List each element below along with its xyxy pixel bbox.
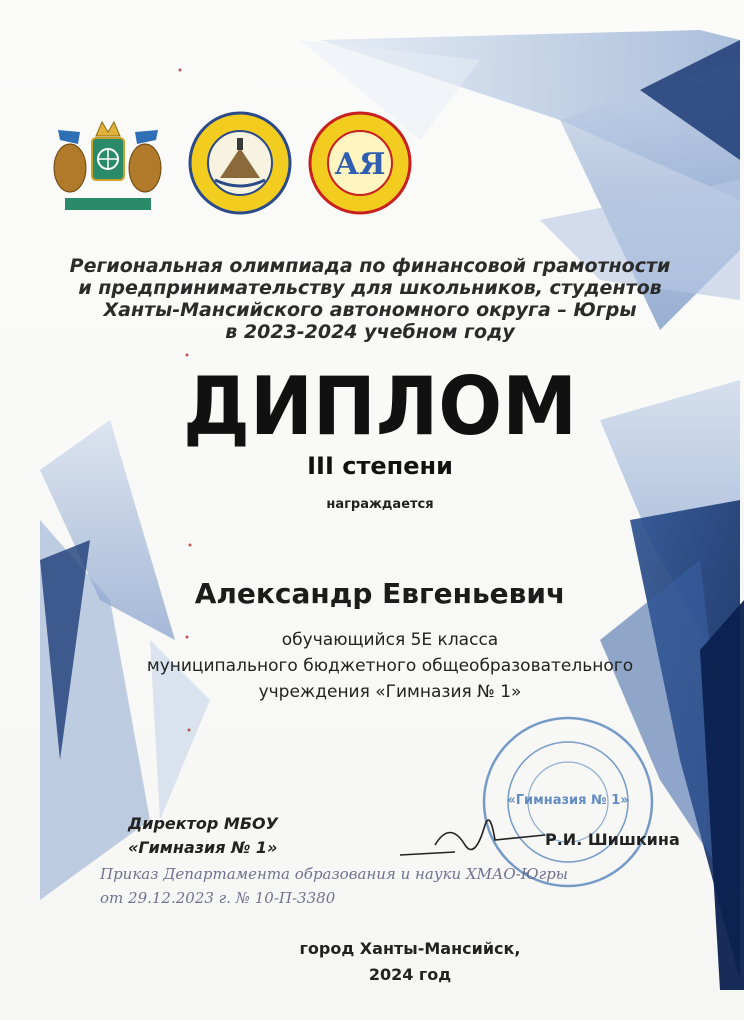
- gymnasium-logo-icon: [305, 108, 415, 218]
- director-title: [128, 812, 368, 860]
- event-line-4: в 2023-2024 учебном году: [225, 321, 515, 343]
- event-description: [60, 255, 680, 343]
- diploma-degree: III степени: [307, 452, 453, 480]
- handwritten-line-1: Приказ Департамента образования и науки ХМАО-Югры: [100, 865, 569, 883]
- issue-year: 2024 год: [368, 965, 452, 984]
- issue-place-date: [260, 936, 560, 988]
- description-line-3: учреждения «Гимназия № 1»: [258, 682, 522, 702]
- university-seal-icon: [185, 108, 295, 218]
- director-signature: [395, 800, 555, 870]
- description-line-2: муниципального бюджетного общеобразовательного: [146, 656, 634, 676]
- event-line-3: Ханты-Мансийского автономного округа – Югры: [103, 299, 637, 321]
- handwritten-order-note: [100, 862, 700, 910]
- gymnasium-logo-letters: АЯ: [334, 147, 386, 182]
- signer-name: Р.И. Шишкина: [545, 830, 680, 849]
- handwritten-line-2: от 29.12.2023 г. № 10-П-3380: [100, 889, 336, 907]
- stamp-text: «Гимназия № 1»: [507, 793, 629, 808]
- issue-city: город Ханты-Мансийск,: [299, 939, 521, 958]
- coat-of-arms-icon: [40, 110, 175, 220]
- event-line-1: Региональная олимпиада по финансовой грамотности: [69, 255, 671, 277]
- description-line-1: обучающийся 5Е класса: [281, 630, 499, 650]
- event-line-2: и предпринимательству для школьников, студентов: [78, 277, 662, 299]
- awarded-label: награждается: [326, 497, 434, 512]
- director-line-2: «Гимназия № 1»: [128, 838, 278, 857]
- recipient-name: Александр Евгеньевич: [194, 577, 566, 610]
- director-line-1: Директор МБОУ: [128, 814, 278, 833]
- recipient-description: [100, 627, 680, 705]
- diploma-title: ДИПЛОМ: [182, 360, 578, 453]
